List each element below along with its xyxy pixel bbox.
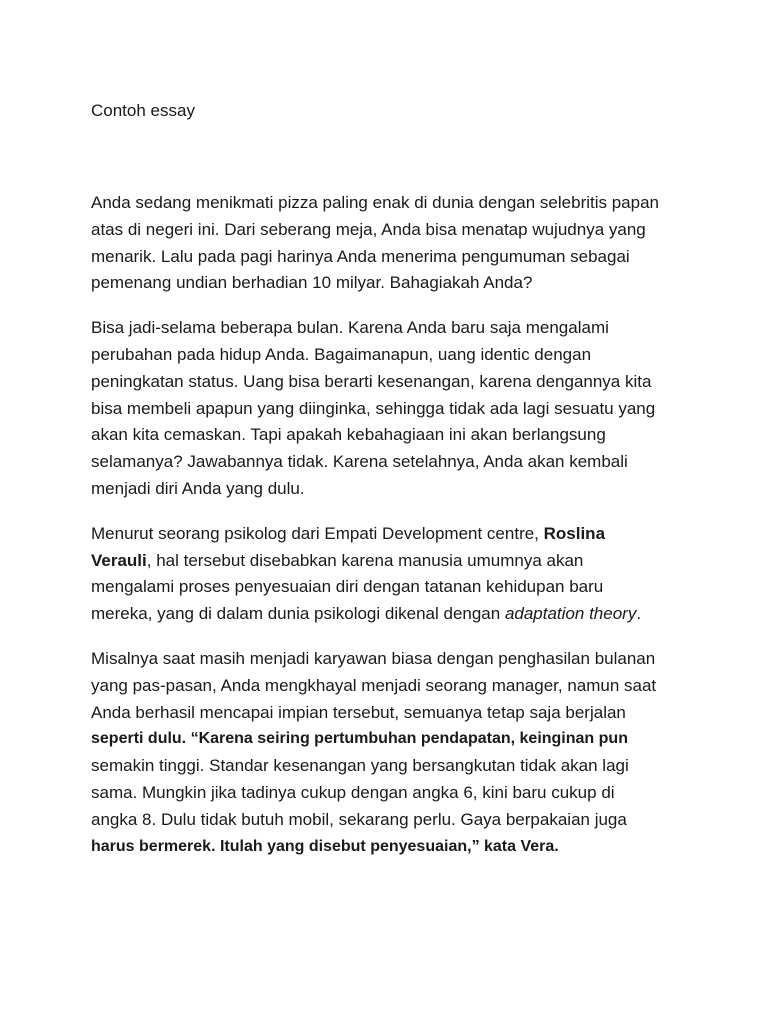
paragraph-line: mengalami proses penyesuaian diri dengan tatanan kehidupan baru bbox=[91, 577, 604, 597]
paragraph-line: atas di negeri ini. Dari seberang meja, Anda bisa menatap wujudnya yang bbox=[91, 219, 646, 239]
paragraph-line: perubahan pada hidup Anda. Bagaimanapun, uang identic dengan bbox=[91, 344, 592, 364]
paragraph-1 bbox=[91, 190, 691, 297]
paragraph-line: sama. Mungkin jika tadinya cukup dengan angka 6, kini baru cukup di bbox=[91, 782, 615, 802]
paragraph-line: yang pas-pasan, Anda mengkhayal menjadi seorang manager, namun saat bbox=[91, 675, 657, 695]
paragraph-line: menjadi diri Anda yang dulu. bbox=[91, 478, 305, 498]
paragraph-line: semakin tinggi. Standar kesenangan yang bersangkutan tidak akan lagi bbox=[91, 756, 629, 776]
paragraph-line: Misalnya saat masih menjadi karyawan biasa dengan penghasilan bulanan bbox=[91, 648, 656, 668]
paragraph-line bbox=[91, 548, 691, 575]
paragraph-3 bbox=[91, 521, 691, 628]
paragraph-line: Bisa jadi-selama beberapa bulan. Karena Anda baru saja mengalami bbox=[91, 318, 609, 338]
paragraph-text: mereka, yang di dalam dunia psikologi dikenal dengan bbox=[91, 604, 505, 624]
paragraph-line: Anda sedang menikmati pizza paling enak di dunia dengan selebritis papan bbox=[91, 193, 659, 212]
paragraph-line bbox=[91, 521, 691, 548]
paragraph-text: . bbox=[636, 604, 642, 624]
paragraph-line: akan kita cemaskan. Tapi apakah kebahagiaan ini akan berlangsung bbox=[91, 425, 606, 445]
document-body bbox=[91, 190, 691, 878]
paragraph-line: peningkatan status. Uang bisa berarti kesenangan, karena dengannya kita bbox=[91, 371, 652, 391]
paragraph-line: menarik. Lalu pada pagi harinya Anda menerima pengumuman sebagai bbox=[91, 246, 630, 266]
italic-term: adaptation theory bbox=[504, 604, 637, 624]
quote-line: seperti dulu. “Karena seiring pertumbuhan pendapatan, keinginan pun bbox=[91, 730, 628, 748]
paragraph-line: angka 8. Dulu tidak butuh mobil, sekarang perlu. Gaya berpakaian juga bbox=[91, 809, 627, 829]
person-name-last: Verauli bbox=[91, 550, 147, 570]
paragraph-text: Menurut seorang psikolog dari Empati Development centre, bbox=[91, 523, 544, 543]
paragraph-line: selamanya? Jawabannya tidak. Karena setelahnya, Anda akan kembali bbox=[91, 452, 628, 472]
paragraph-text: , hal tersebut disebabkan karena manusia umumnya akan bbox=[146, 550, 584, 570]
quote-line: harus bermerek. Itulah yang disebut penyesuaian,” kata Vera. bbox=[91, 837, 559, 855]
paragraph-2 bbox=[91, 315, 691, 503]
paragraph-4 bbox=[91, 646, 691, 860]
paragraph-line bbox=[91, 601, 691, 628]
paragraph-line: bisa membeli apapun yang diinginka, sehingga tidak ada lagi sesuatu yang bbox=[91, 398, 656, 418]
person-name-first: Roslina bbox=[543, 523, 606, 543]
paragraph-line: Anda berhasil mencapai impian tersebut, semuanya tetap saja berjalan bbox=[91, 702, 626, 722]
paragraph-line: pemenang undian berhadian 10 milyar. Bahagiakah Anda? bbox=[91, 273, 533, 293]
document-title: Contoh essay bbox=[91, 101, 195, 120]
